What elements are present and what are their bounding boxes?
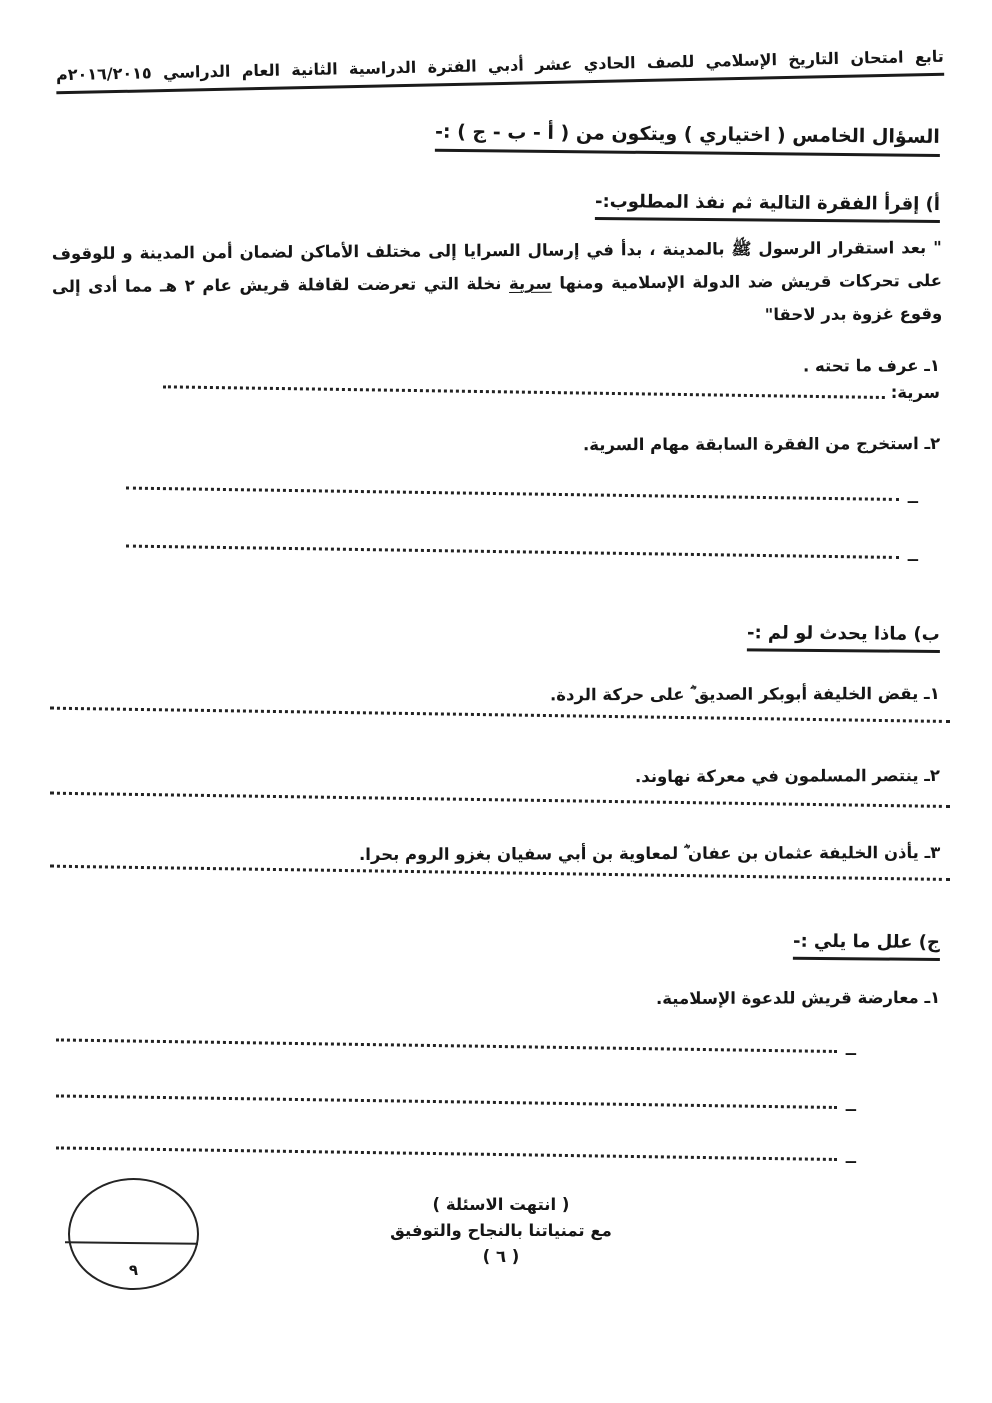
good-luck-note: مع تمنياتنا بالنجاح والتوفيق [390,1221,612,1240]
question-a1: ١ـ عرف ما تحته . [803,356,941,376]
answer-dash: ــ [845,1041,856,1059]
page-number: ( ٦ ) [482,1247,520,1266]
question-c1: ١ـ معارضة قريش للدعوة الإسلامية. [655,988,941,1008]
answer-line [50,787,950,808]
paragraph-part2: نخلة التي تعرضت لقافلة قريش عام ٢ هـ مما أدى إلى وقوع غزوة بدر لاحقا" [51,274,943,325]
question-b1: ١ـ يقض الخليفة أبوبكر الصديق ؓ على حركة الردة. [550,684,941,705]
stamp-number: ٩ [128,1261,139,1279]
paragraph-underlined-word: سرية [508,273,552,294]
page-stamp-circle [68,1178,199,1290]
reading-paragraph [52,231,943,336]
question-b2: ٢ـ ينتصر المسلمون في معركة نهاوند. [634,766,941,787]
answer-line [50,702,950,723]
section-b-heading: ب) ماذا يحدث لو لم :- [747,622,940,653]
answer-dash: ــ [907,489,918,507]
answer-line [126,480,918,507]
question-b3: ٣ـ يأذن الخليفة عثمان بن عفان ؓ لمعاوية بن أبي سفيان بغزو الروم بحرا. [358,843,941,865]
answer-dotted-line [56,1076,837,1109]
end-of-questions-note: ( انتهت الاسئلة ) [432,1195,570,1214]
section-c-heading: ج) علل ما يلي :- [793,931,940,961]
answer-dotted-line [126,527,899,559]
answer-dotted-line [56,1128,837,1161]
answer-line [56,1140,856,1167]
answer-dash: ــ [907,547,918,565]
stamp-divider-line [65,1241,198,1244]
answer-dotted-line [126,469,899,501]
page-header: تابع امتحان التاريخ الإسلامي للصف الحادي عشر أدبي الفترة الدراسية الثانية العام الدراسي ٢٠١٦/٢٠١٥م [56,47,944,95]
footer-note [348,1192,654,1270]
question-a2: ٢ـ استخرج من الفقرة السابقة مهام السرية. [582,434,941,455]
answer-line [126,538,918,565]
answer-line [56,1032,856,1059]
definition-row [50,378,940,402]
answer-dash: ــ [845,1097,856,1115]
section-a-heading: أ) إقرأ الفقرة التالية ثم نفذ المطلوب:- [595,191,940,223]
paragraph-part1: " بعد استقرار الرسول ﷺ بالمدينة ، بدأ في إرسال السرايا إلى مختلف الأماكن لضمان أمن المدينة و للوقوف على تحركات قريش ضد الدولة الإسلامية ومنها [51,238,943,293]
term-label: سرية: [890,383,940,402]
answer-dotted-line [56,1020,837,1053]
answer-line [50,860,950,881]
answer-line [56,1088,856,1115]
answer-dotted-line [163,367,885,399]
answer-dash: ــ [845,1149,856,1167]
question-five-title: السؤال الخامس ( اختياري ) ويتكون من ( أ - ب - ج ) :- [435,121,940,157]
